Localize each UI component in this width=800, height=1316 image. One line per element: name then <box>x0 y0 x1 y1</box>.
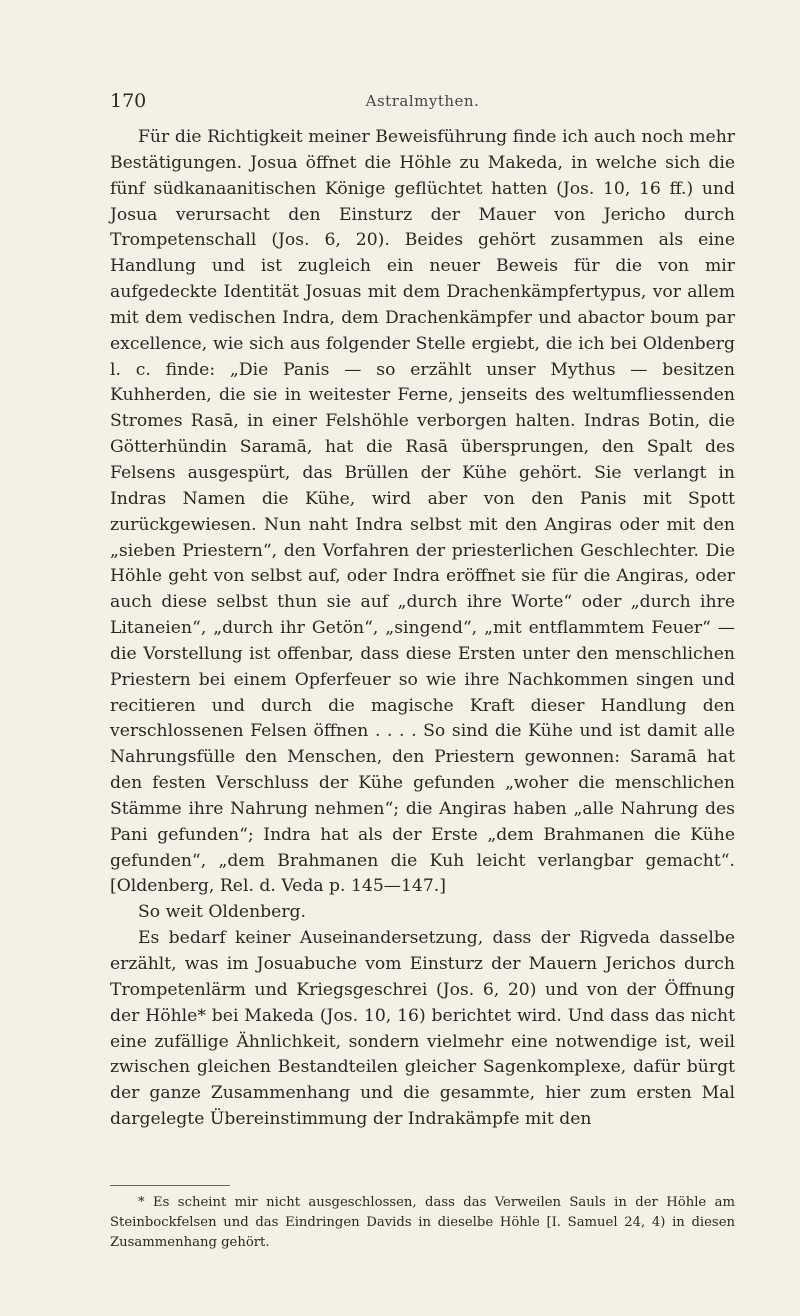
paragraph: Für die Richtigkeit meiner Beweisführung finde ich auch noch mehr Bestätigungen. Josua öffnet die Höhle zu Makeda, in welche sich die fünf südkanaanitischen Könige geflüchtet hatten (Jos. 10, 16 ff.) und Josua verursacht den Einsturz der Mauer von Jericho durch Trompetenschall (Jos. 6, 20). Beides gehört zusammen als eine Handlung und ist zugleich ein neuer Beweis für die von mir aufgedeckte Identität Josuas mit dem Drachenkämpfertypus, vor allem mit dem vedischen Indra, dem Drachenkämpfer und abactor boum par excellence, wie sich aus folgender Stelle ergiebt, die ich bei Oldenberg l. c. finde: „Die Panis — so erzählt unser Mythus — besitzen Kuhherden, die sie in weitester Ferne, jenseits des weltumfliessenden Stromes Rasā, in einer Felshöhle verborgen halten. Indras Botin, die Götterhündin Saramā, hat die Rasā übersprungen, den Spalt des Felsens ausgespürt, das Brüllen der Kühe gehört. Sie verlangt in Indras Namen die Kühe, wird aber von den Panis mit Spott zurückgewiesen. Nun naht Indra selbst mit den Angiras oder mit den „sieben Priestern“, den Vorfahren der priesterlichen Geschlechter. Die Höhle geht von selbst auf, oder Indra eröffnet sie für die Angiras, oder auch diese selbst thun sie auf „durch ihre Worte“ oder „durch ihre Litaneien“, „durch ihr Getön“, „singend“, „mit entflammtem Feuer“ — die Vorstellung ist offenbar, dass diese Ersten unter den menschlichen Priestern bei einem Opferfeuer so wie ihre Nachkommen singen und recitieren und durch die magische Kraft dieser Handlung den verschlossenen Felsen öffnen . . . . So sind die Kühe und ist damit alle Nahrungsfülle den Menschen, den Priestern gewonnen: Saramā hat den festen Verschluss der Kühe gefunden „woher die menschlichen Stämme ihre Nahrung nehmen“; die Angiras haben „alle Nahrung des Pani gefunden“; Indra hat als der Erste „dem Brahmanen die Kühe gefunden“, „dem Brahmanen die Kuh leicht verlangbar gemacht“. [Oldenberg, Rel. d. Veda p. 145—147.] <box>110 127 735 897</box>
paragraph: Es bedarf keiner Auseinandersetzung, dass der Rigveda dasselbe erzählt, was im Josuabuche vom Einsturz der Mauern Jerichos durch Trompetenlärm und Kriegsgeschrei (Jos. 6, 20) und von der Öffnung der Höhle* bei Makeda (Jos. 10, 16) berichtet wird. Und dass das nicht eine zufällige Ähnlichkeit, sondern vielmehr eine notwendige ist, weil zwischen gleichen Bestandteilen gleicher Sagenkomplexe, dafür bürgt der ganze Zusammenhang und die gesammte, hier zum ersten Mal dargelegte Übereinstimmung der Indrakämpfe mit den <box>110 928 735 1130</box>
footnote-text: * Es scheint mir nicht ausgeschlossen, dass das Verweilen Sauls in der Höhle am Steinbockfelsen und das Eindringen Davids in dieselbe Höhle [I. Samuel 24, 4) in diesen Zusammenhang gehört. <box>110 1195 735 1250</box>
footnote-rule <box>110 1185 230 1186</box>
page-number: 170 <box>110 90 147 112</box>
footnote <box>110 1193 735 1253</box>
main-text <box>110 125 735 1133</box>
paragraph: So weit Oldenberg. <box>138 902 307 923</box>
running-title: Astralmythen. <box>365 92 480 110</box>
page-header <box>110 90 735 116</box>
